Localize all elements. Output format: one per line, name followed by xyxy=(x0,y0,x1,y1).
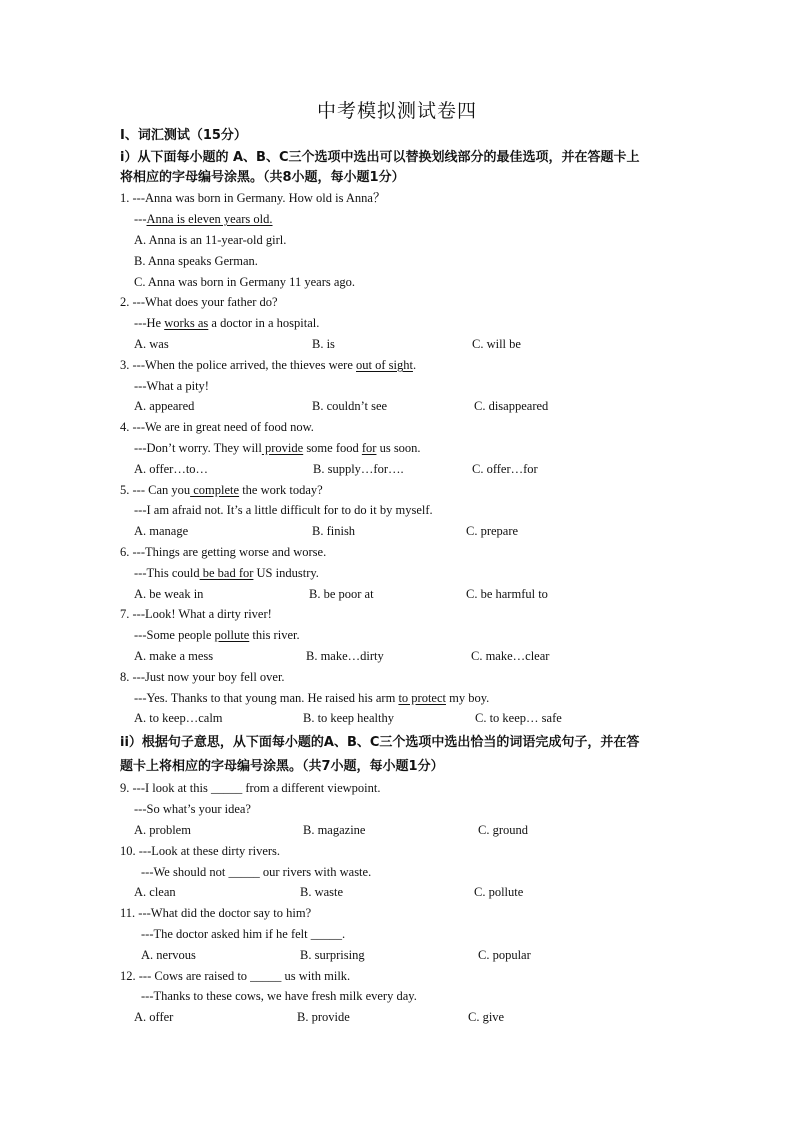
q4-option-a: A. offer…to… xyxy=(134,462,209,476)
q3-reply: ---What a pity! xyxy=(134,379,209,393)
q8-option-b: B. to keep healthy xyxy=(303,711,394,725)
q1-option-c: C. Anna was born in Germany 11 years ago. xyxy=(134,275,356,289)
q11-prompt: 11. ---What did the doctor say to him? xyxy=(120,906,312,920)
q5-option-b: B. finish xyxy=(312,524,356,538)
q12-option-c: C. give xyxy=(468,1010,505,1024)
part-a-instructions-1: i）从下面每小题的 A、B、C三个选项中选出可以替换划线部分的最佳选项，并在答题卡上 xyxy=(120,150,640,165)
q1-prompt: 1. ---Anna was born in Germany. How old is Anna？ xyxy=(120,191,386,205)
q11-option-c: C. popular xyxy=(478,948,531,962)
q7-option-b: B. make…dirty xyxy=(306,649,384,663)
q2-option-c: C. will be xyxy=(472,337,521,351)
page-title: 中考模拟测试卷四 xyxy=(316,101,477,122)
q6-option-b: B. be poor at xyxy=(309,587,374,601)
part-b-instructions-1: ii）根据句子意思，从下面每小题的A、B、C三个选项中选出恰当的词语完成句子，并在答 xyxy=(120,735,640,750)
q8-prompt: 8. ---Just now your boy fell over. xyxy=(120,670,285,684)
q1-underlined: Anna is eleven years old. xyxy=(146,212,273,226)
q5-reply: ---I am afraid not. It’s a little difficult for to do it by myself. xyxy=(134,503,433,517)
part-a-instructions-2: 将相应的字母编号涂黑。（共8小题，每小题1分） xyxy=(120,170,405,185)
q1-option-b: B. Anna speaks German. xyxy=(134,254,258,268)
q9-option-a: A. problem xyxy=(134,823,191,837)
q6-option-c: C. be harmful to xyxy=(466,587,548,601)
q9-option-b: B. magazine xyxy=(303,823,366,837)
q1-option-a: A. Anna is an 11-year-old girl. xyxy=(134,233,287,247)
q10-option-c: C. pollute xyxy=(474,885,524,899)
q10-option-a: A. clean xyxy=(134,885,176,899)
q9-prompt: 9. ---I look at this _____ from a different viewpoint. xyxy=(120,781,381,795)
q2-option-b: B. is xyxy=(312,337,335,351)
q3-option-b: B. couldn’t see xyxy=(312,399,388,413)
q10-reply: ---We should not _____ our rivers with waste. xyxy=(141,865,372,879)
q2-prompt: 2. ---What does your father do? xyxy=(120,295,278,309)
q4-option-c: C. offer…for xyxy=(472,462,538,476)
q12-option-a: A. offer xyxy=(134,1010,174,1024)
q11-option-a: A. nervous xyxy=(141,948,196,962)
q6-reply: ---This could be bad for US industry. xyxy=(134,566,319,580)
q10-option-b: B. waste xyxy=(300,885,344,899)
q8-option-c: C. to keep… safe xyxy=(475,711,562,725)
q7-prompt: 7. ---Look! What a dirty river! xyxy=(120,607,272,621)
q12-reply: ---Thanks to these cows, we have fresh milk every day. xyxy=(141,989,417,1003)
q8-option-a: A. to keep…calm xyxy=(134,711,223,725)
q7-option-c: C. make…clear xyxy=(471,649,550,663)
q5-option-a: A. manage xyxy=(134,524,189,538)
q4-reply: ---Don’t worry. They will provide some food for us soon. xyxy=(134,441,421,455)
q7-reply: ---Some people pollute this river. xyxy=(134,628,300,642)
q7-option-a: A. make a mess xyxy=(134,649,214,663)
q11-reply: ---The doctor asked him if he felt _____. xyxy=(141,927,346,941)
q3-option-c: C. disappeared xyxy=(474,399,549,413)
q8-reply: ---Yes. Thanks to that young man. He raised his arm to protect my boy. xyxy=(134,691,490,705)
q12-prompt: 12. --- Cows are raised to _____ us with milk. xyxy=(120,969,351,983)
q6-option-a: A. be weak in xyxy=(134,587,204,601)
q9-reply: ---So what’s your idea? xyxy=(134,802,251,816)
q2-option-a: A. was xyxy=(134,337,169,351)
q1-reply: ---Anna is eleven years old. xyxy=(134,212,273,226)
q3-prompt: 3. ---When the police arrived, the thieves were out of sight. xyxy=(120,358,417,372)
q10-prompt: 10. ---Look at these dirty rivers. xyxy=(120,844,281,858)
q3-option-a: A. appeared xyxy=(134,399,195,413)
q5-prompt: 5. --- Can you complete the work today? xyxy=(120,483,323,497)
part-b-instructions-2: 题卡上将相应的字母编号涂黑。（共7小题，每小题1分） xyxy=(120,759,444,774)
q4-option-b: B. supply…for…. xyxy=(313,462,404,476)
q2-reply: ---He works as a doctor in a hospital. xyxy=(134,316,320,330)
q9-option-c: C. ground xyxy=(478,823,528,837)
q4-prompt: 4. ---We are in great need of food now. xyxy=(120,420,314,434)
q5-option-c: C. prepare xyxy=(466,524,519,538)
q6-prompt: 6. ---Things are getting worse and worse. xyxy=(120,545,327,559)
q12-option-b: B. provide xyxy=(297,1010,350,1024)
q11-option-b: B. surprising xyxy=(300,948,365,962)
section-heading: I、词汇测试（15分） xyxy=(120,128,247,143)
